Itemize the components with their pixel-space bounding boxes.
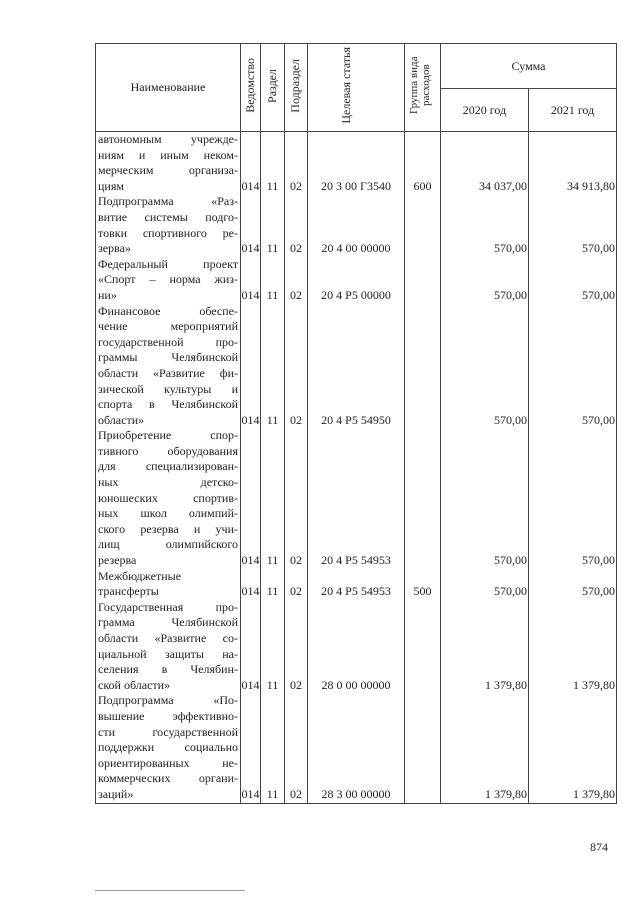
row-name-line: циальной защиты на- [98,646,238,661]
header-sum: Сумма [441,44,617,89]
row-name-line: автономным учрежде- [98,132,238,146]
budget-table [95,43,617,804]
row-expense-group [405,304,441,429]
row-sum-2021: 570,00 [529,428,617,568]
row-expense-group [405,257,441,304]
row-sum-2020: 1 379,80 [441,600,529,694]
row-name-line: коммерческих органи- [98,771,238,786]
row-dept: 014 [241,194,261,256]
row-name-line: области «Развитие со- [98,631,238,645]
table-row [96,569,617,600]
table-row [96,132,617,195]
row-name-line: товки спортивного ре- [98,225,238,240]
row-name-line: Подпрограмма «Раз- [98,194,238,209]
row-target: 28 3 00 00000 [308,693,405,803]
row-name-line: для специализирован- [98,459,238,474]
row-name-line: ского резерва и учи- [98,521,238,536]
row-section: 11 [261,600,285,694]
row-name-line: Федеральный проект [98,256,238,271]
row-subsection: 02 [285,132,308,195]
row-dept: 014 [241,693,261,803]
row-sum-2021: 570,00 [529,257,617,304]
row-sum-2021: 34 913,80 [529,132,617,195]
row-sum-2020: 570,00 [441,194,529,256]
row-expense-group: 500 [405,569,441,600]
row-section: 11 [261,693,285,803]
row-name-line: Межбюджетные [98,568,182,583]
row-dept: 014 [241,600,261,694]
row-section: 11 [261,194,285,256]
row-name [96,304,241,429]
row-target: 20 3 00 Г3540 [308,132,405,195]
header-dept: Ведомство [241,44,261,132]
table-row [96,600,617,694]
row-name-line: «Спорт – норма жиз- [98,272,238,287]
row-name-line: мерческим организа- [98,163,238,178]
row-name-line: грамма Челябинской [98,615,238,630]
row-name-line: резерва [98,553,137,568]
row-expense-group [405,428,441,568]
row-subsection: 02 [285,304,308,429]
row-target: 20 4 P5 00000 [308,257,405,304]
row-target: 20 4 P5 54953 [308,569,405,600]
row-name-line: циям [98,178,124,193]
row-name-line: ской области» [98,677,171,692]
row-sum-2021: 1 379,80 [529,693,617,803]
row-name [96,132,241,195]
row-name-line: зической культуры и [98,381,238,396]
table-row [96,257,617,304]
row-name-line: области «Развитие фи- [98,365,238,380]
table-row [96,304,617,429]
row-sum-2020: 570,00 [441,428,529,568]
row-name-line: Государственная про- [98,599,238,614]
row-subsection: 02 [285,428,308,568]
header-expense-group: Группа вида расходов [405,44,441,132]
row-name-line: чение мероприятий [98,319,238,334]
row-name-line: зерва» [98,241,131,256]
row-name-line: спорта в Челябинской [98,397,238,412]
row-sum-2020: 1 379,80 [441,693,529,803]
row-name-line: лищ олимпийского [98,537,238,552]
row-dept: 014 [241,304,261,429]
table-row [96,194,617,256]
row-subsection: 02 [285,257,308,304]
row-name-line: Финансовое обеспе- [98,303,238,318]
row-name-line: государственной про- [98,334,238,349]
row-name-line: ных детско- [98,475,238,490]
row-name-line: селения в Челябин- [98,662,238,677]
header-target: Целевая статья [308,44,405,132]
row-name-line: ных школ олимпий- [98,506,238,521]
row-expense-group [405,194,441,256]
row-sum-2021: 570,00 [529,194,617,256]
table-row [96,693,617,803]
row-sum-2020: 570,00 [441,569,529,600]
row-sum-2020: 34 037,00 [441,132,529,195]
row-name-line: заций» [98,786,134,801]
row-name-line: граммы Челябинской [98,350,238,365]
row-target: 20 4 00 00000 [308,194,405,256]
row-name [96,428,241,568]
row-expense-group: 600 [405,132,441,195]
row-sum-2021: 1 379,80 [529,600,617,694]
row-sum-2021: 570,00 [529,569,617,600]
footer-divider [95,890,245,891]
row-name [96,569,241,600]
row-name-line: юношеских спортив- [98,490,238,505]
row-dept: 014 [241,257,261,304]
row-name [96,194,241,256]
row-name [96,257,241,304]
header-year-2021: 2021 год [529,89,617,132]
row-name-line: тивного оборудования [98,443,238,458]
row-section: 11 [261,428,285,568]
row-section: 11 [261,569,285,600]
header-year-2020: 2020 год [441,89,529,132]
row-section: 11 [261,132,285,195]
row-name-line: сти государственной [98,724,238,739]
row-name-line: области» [98,412,145,427]
row-name-line: ниям и иным неком- [98,147,238,162]
row-name-line: ни» [98,287,117,302]
row-dept: 014 [241,132,261,195]
row-section: 11 [261,304,285,429]
row-sum-2021: 570,00 [529,304,617,429]
header-subsection: Подраздел [285,44,308,132]
row-target: 28 0 00 00000 [308,600,405,694]
row-name-line: трансферты [98,584,159,599]
row-target: 20 4 P5 54950 [308,304,405,429]
row-name-line: Приобретение спор- [98,428,238,443]
row-subsection: 02 [285,693,308,803]
row-expense-group [405,600,441,694]
row-name-line: вышение эффективно- [98,708,238,723]
row-target: 20 4 P5 54953 [308,428,405,568]
row-subsection: 02 [285,600,308,694]
row-name-line: ориентированных не- [98,755,238,770]
row-dept: 014 [241,428,261,568]
row-subsection: 02 [285,194,308,256]
row-section: 11 [261,257,285,304]
header-name: Наименование [96,44,241,132]
row-sum-2020: 570,00 [441,257,529,304]
row-expense-group [405,693,441,803]
row-name-line: поддержки социально [98,740,238,755]
row-dept: 014 [241,569,261,600]
table-row [96,428,617,568]
page-number: 874 [590,840,608,854]
row-subsection: 02 [285,569,308,600]
row-sum-2020: 570,00 [441,304,529,429]
row-name-line: витие системы подго- [98,209,238,224]
row-name [96,600,241,694]
row-name-line: Подпрограмма «По- [98,693,238,708]
row-name [96,693,241,803]
header-section: Раздел [261,44,285,132]
